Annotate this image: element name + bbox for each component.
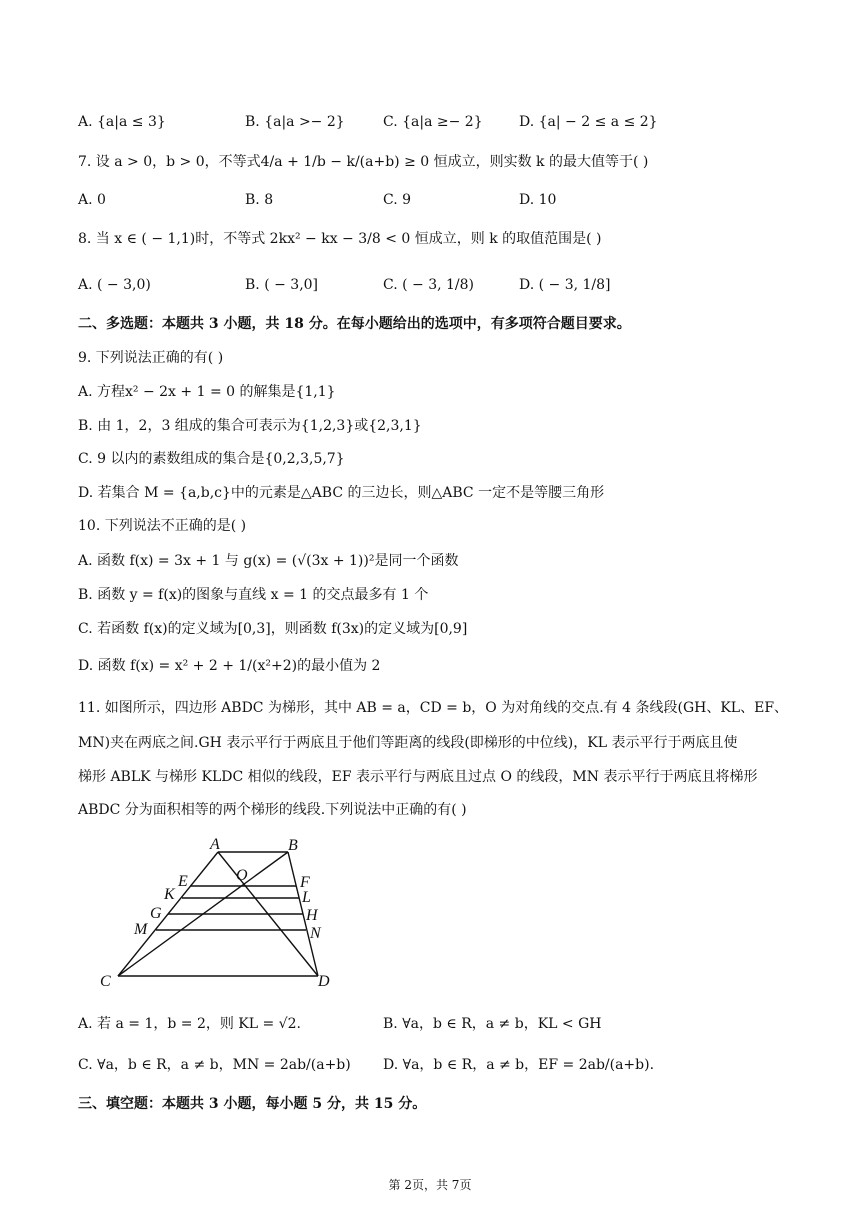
q11-option-a: A. 若 a = 1，b = 2，则 KL = √2. <box>78 1016 301 1032</box>
q7-option-c: C. 9 <box>383 192 412 208</box>
q8-option-c: C. ( − 3, 1/8) <box>383 277 475 293</box>
q11-stem-line-3: 梯形 ABLK 与梯形 KLDC 相似的线段，EF 表示平行与两底且过点 O 的线段，MN 表示平行于两底且将梯形 <box>78 769 758 785</box>
label-d: D <box>318 973 330 990</box>
q11-stem-line-4: ABDC 分为面积相等的两个梯形的线段.下列说法中正确的有( ) <box>78 802 467 818</box>
label-g: G <box>150 905 162 922</box>
q8-option-b: B. ( − 3,0] <box>245 277 319 293</box>
q10-option-b: B. 函数 y = f(x)的图象与直线 x = 1 的交点最多有 1 个 <box>78 587 429 603</box>
label-k: K <box>164 886 175 903</box>
q7-option-a: A. 0 <box>78 192 106 208</box>
q11-stem-line-1: 11. 如图所示，四边形 ABDC 为梯形，其中 AB = a，CD = b，O 为对角线的交点.有 4 条线段(GH、KL、EF、 <box>78 700 789 716</box>
label-m: M <box>134 921 148 938</box>
section-3-heading: 三、填空题：本题共 3 小题，每小题 5 分，共 15 分。 <box>78 1096 427 1112</box>
q11-stem-line-2: MN)夹在两底之间.GH 表示平行于两底且于他们等距离的线段(即梯形的中位线)，KL 表示平行于两底且使 <box>78 735 738 751</box>
label-l: L <box>302 889 311 906</box>
q7-option-b: B. 8 <box>245 192 274 208</box>
q9-option-b: B. 由 1，2，3 组成的集合可表示为{1,2,3}或{2,3,1} <box>78 418 422 434</box>
q9-option-d: D. 若集合 M = {a,b,c}中的元素是△ABC 的三边长，则△ABC 一定不是等腰三角形 <box>78 485 605 501</box>
q10-option-a: A. 函数 f(x) = 3x + 1 与 g(x) = (√(3x + 1))²是同一个函数 <box>78 553 459 569</box>
label-b: B <box>288 837 298 854</box>
q9-stem: 9. 下列说法正确的有( ) <box>78 350 224 366</box>
q6-option-b: B. {a|a >− 2} <box>245 114 345 130</box>
label-o: O <box>236 867 248 884</box>
q6-option-d: D. {a| − 2 ≤ a ≤ 2} <box>519 114 658 130</box>
q9-option-a: A. 方程x² − 2x + 1 = 0 的解集是{1,1} <box>78 384 336 400</box>
q11-option-b: B. ∀a，b ∈ R，a ≠ b，KL < GH <box>383 1016 602 1032</box>
label-e: E <box>178 873 188 890</box>
q11-option-d: D. ∀a，b ∈ R，a ≠ b，EF = 2ab/(a+b). <box>383 1057 655 1073</box>
section-2-heading: 二、多选题：本题共 3 小题，共 18 分。在每小题给出的选项中，有多项符合题目要求。 <box>78 316 631 332</box>
q6-option-c: C. {a|a ≥− 2} <box>383 114 483 130</box>
q8-option-a: A. ( − 3,0) <box>78 277 151 293</box>
label-n: N <box>310 925 321 942</box>
q7-stem: 7. 设 a > 0，b > 0，不等式4/a + 1/b − k/(a+b) ≥ 0 恒成立，则实数 k 的最大值等于( ) <box>78 154 649 170</box>
q10-stem: 10. 下列说法不正确的是( ) <box>78 518 247 534</box>
q8-stem: 8. 当 x ∈ ( − 1,1)时，不等式 2kx² − kx − 3/8 < 0 恒成立，则 k 的取值范围是( ) <box>78 231 602 247</box>
label-h: H <box>306 907 318 924</box>
q8-option-d: D. ( − 3, 1/8] <box>519 277 611 293</box>
label-f: F <box>300 874 310 891</box>
label-c: C <box>100 973 111 990</box>
q7-option-d: D. 10 <box>519 192 557 208</box>
label-a: A <box>210 836 220 853</box>
q10-option-d: D. 函数 f(x) = x² + 2 + 1/(x²+2)的最小值为 2 <box>78 658 381 674</box>
trapezoid-figure <box>98 834 338 990</box>
q9-option-c: C. 9 以内的素数组成的集合是{0,2,3,5,7} <box>78 451 345 467</box>
q10-option-c: C. 若函数 f(x)的定义域为[0,3]，则函数 f(3x)的定义域为[0,9] <box>78 621 468 637</box>
q6-option-a: A. {a|a ≤ 3} <box>78 114 166 130</box>
q11-option-c: C. ∀a，b ∈ R，a ≠ b，MN = 2ab/(a+b) <box>78 1057 351 1073</box>
page-footer: 第 2页，共 7页 <box>388 1178 472 1192</box>
